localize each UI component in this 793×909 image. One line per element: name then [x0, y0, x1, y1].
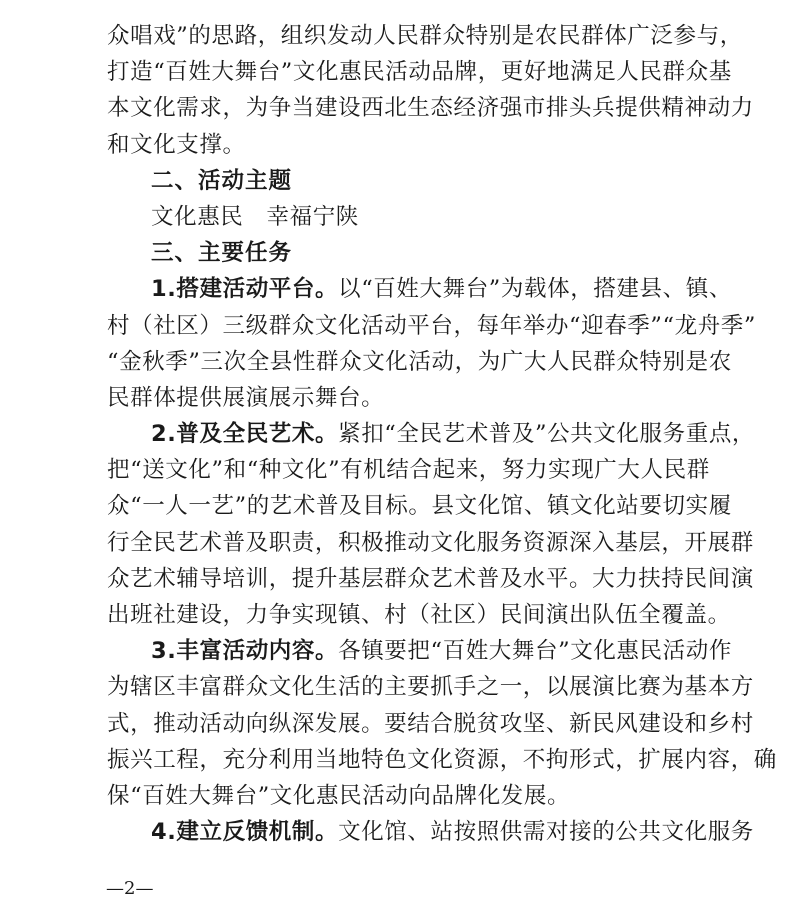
- task-3-first-line: [107, 633, 732, 669]
- task-4-title: 4.建立反馈机制。: [151, 819, 339, 846]
- paragraph-line: 众“一人一艺”的艺术普及目标。县文化馆、镇文化站要切实履: [107, 493, 732, 520]
- activity-theme-text: 文化惠民 幸福宁陕: [151, 203, 359, 230]
- paragraph-line: 本文化需求，为争当建设西北生态经济强市排头兵提供精神动力: [107, 95, 754, 122]
- paragraph-line: 式，推动活动向纵深发展。要结合脱贫攻坚、新民风建设和乡村: [107, 710, 754, 737]
- paragraph-line: 振兴工程，充分利用当地特色文化资源，不拘形式，扩展内容，确: [107, 746, 777, 773]
- page-number: —2—: [106, 878, 154, 899]
- paragraph-line: 为辖区丰富群众文化生活的主要抓手之一，以展演比赛为基本方: [107, 674, 754, 701]
- task-2-text: 紧扣“全民艺术普及”公共文化服务重点，: [338, 421, 756, 448]
- paragraph-line: 众唱戏”的思路，组织发动人民群众特别是农民群体广泛参与，: [107, 23, 743, 49]
- paragraph-line: 众艺术辅导培训，提升基层群众艺术普及水平。大力扶持民间演: [107, 565, 754, 592]
- paragraph-line: 出班社建设，力争实现镇、村（社区）民间演出队伍全覆盖。: [107, 602, 731, 628]
- paragraph-line: 保“百姓大舞台”文化惠民活动向品牌化发展。: [107, 782, 571, 809]
- section-heading-activity-theme: 二、活动主题: [151, 167, 293, 194]
- document-body: [107, 18, 777, 850]
- paragraph-line: 把“送文化”和“种文化”有机结合起来，努力实现广大人民群: [107, 457, 710, 484]
- task-1-first-line: [107, 271, 732, 307]
- task-3-text: 各镇要把“百姓大舞台”文化惠民活动作: [338, 638, 732, 665]
- paragraph-line: “金秋季”三次全县性群众文化活动，为广大人民群众特别是农: [107, 348, 732, 375]
- task-2-first-line: [107, 416, 756, 452]
- paragraph-line: 村（社区）三级群众文化活动平台，每年举办“迎春季”“龙舟季”: [107, 312, 757, 339]
- task-1-text: 以“百姓大舞台”为载体，搭建县、镇、: [338, 276, 732, 303]
- task-2-title: 2.普及全民艺术。: [151, 421, 339, 448]
- paragraph-line: 民群体提供展演展示舞台。: [107, 384, 385, 411]
- task-3-title: 3.丰富活动内容。: [151, 638, 339, 665]
- task-1-title: 1.搭建活动平台。: [151, 276, 339, 303]
- task-4-text: 文化馆、站按照供需对接的公共文化服务: [338, 819, 754, 846]
- paragraph-line: 和文化支撑。: [107, 131, 246, 158]
- paragraph-line: 打造“百姓大舞台”文化惠民活动品牌，更好地满足人民群众基: [107, 59, 732, 86]
- section-heading-main-tasks: 三、主要任务: [151, 240, 293, 267]
- paragraph-line: 行全民艺术普及职责，积极推动文化服务资源深入基层，开展群: [107, 529, 754, 556]
- task-4-first-line: [107, 814, 754, 850]
